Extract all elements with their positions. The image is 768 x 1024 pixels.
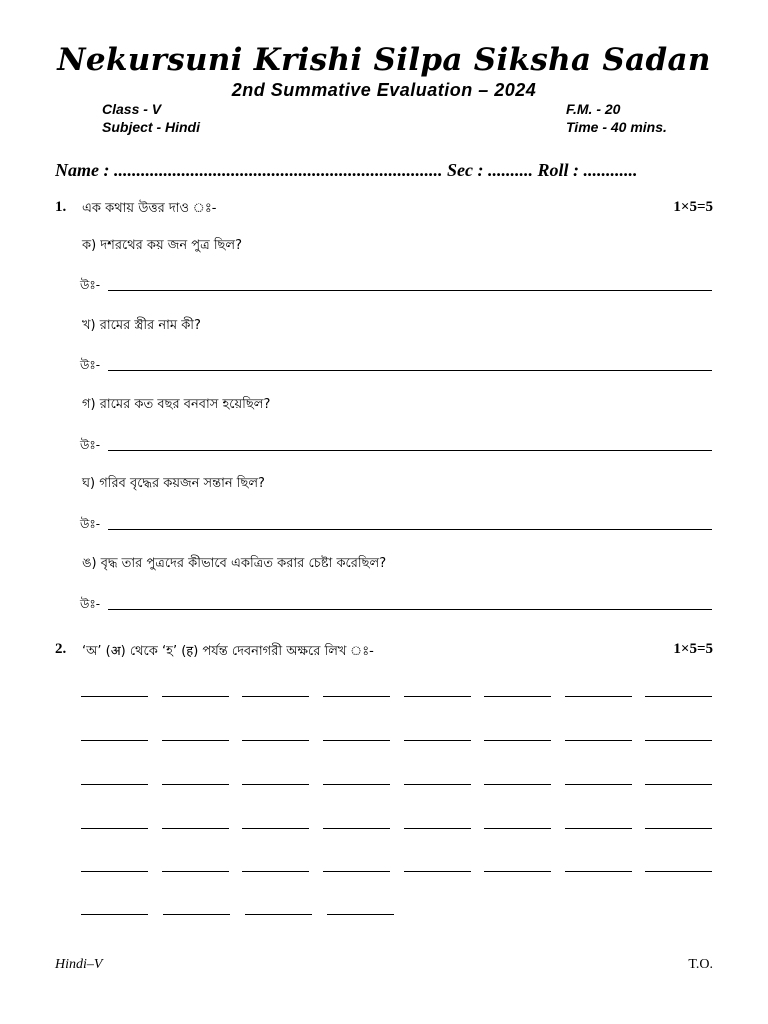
letter-blank[interactable]: [162, 828, 229, 829]
letter-blank[interactable]: [404, 696, 471, 697]
school-name: Nekursuni Krishi Silpa Siksha Sadan: [57, 42, 711, 78]
letter-blank[interactable]: [565, 740, 632, 741]
letter-blank[interactable]: [81, 740, 148, 741]
letter-blank[interactable]: [81, 696, 148, 697]
letter-blank[interactable]: [645, 740, 712, 741]
question-2-marks: 1×5=5: [673, 641, 713, 657]
letter-blank[interactable]: [404, 740, 471, 741]
letter-blank[interactable]: [645, 871, 712, 872]
letter-blank[interactable]: [645, 696, 712, 697]
question-1-marks: 1×5=5: [673, 199, 713, 215]
answer-line-1a[interactable]: [108, 290, 712, 291]
letter-blank[interactable]: [484, 871, 551, 872]
footer-turn-over: T.O.: [688, 957, 713, 972]
letter-blank[interactable]: [323, 784, 390, 785]
letter-blank[interactable]: [81, 828, 148, 829]
letter-blank[interactable]: [404, 871, 471, 872]
letter-blank[interactable]: [323, 740, 390, 741]
question-2-instruction: ‘অ’ (अ) থেকে ‘হ’ (ह) পর্যন্ত দেবনাগরী অক্ষরে লিখ ঃ-: [82, 644, 374, 659]
letter-blank[interactable]: [645, 784, 712, 785]
question-1b: খ) রামের স্ত্রীর নাম কী?: [82, 318, 201, 333]
letter-blank[interactable]: [162, 871, 229, 872]
class-label: Class - V: [102, 101, 162, 117]
question-1e: ঙ) বৃদ্ধ তার পুত্রদের কীভাবে একত্রিত করার চেষ্টা করেছিল?: [82, 556, 387, 571]
answer-line-1b[interactable]: [108, 370, 712, 371]
letter-blank[interactable]: [81, 871, 148, 872]
letter-blank[interactable]: [484, 784, 551, 785]
letter-blank[interactable]: [242, 784, 309, 785]
letter-blank[interactable]: [81, 784, 148, 785]
student-info-line: Name : ......................................................................... Sec : .......... Roll : ............: [55, 160, 638, 180]
letter-blank[interactable]: [242, 871, 309, 872]
letter-blank[interactable]: [323, 696, 390, 697]
answer-line-1c[interactable]: [108, 450, 712, 451]
letter-blank[interactable]: [404, 784, 471, 785]
answer-line-1e[interactable]: [108, 609, 712, 610]
footer-subject-code: Hindi–V: [55, 957, 103, 972]
question-2-number: 2.: [55, 641, 67, 657]
letter-blank[interactable]: [565, 871, 632, 872]
answer-label-1a: উঃ-: [80, 278, 101, 292]
exam-title: 2nd Summative Evaluation – 2024: [231, 80, 537, 100]
answer-label-1b: উঃ-: [80, 358, 101, 372]
letter-blank[interactable]: [645, 828, 712, 829]
letter-blank[interactable]: [242, 740, 309, 741]
answer-line-1d[interactable]: [108, 529, 712, 530]
letter-blank[interactable]: [162, 784, 229, 785]
answer-label-1e: উঃ-: [80, 597, 101, 611]
letter-blank[interactable]: [81, 914, 148, 915]
question-1-instruction: এক কথায় উত্তর দাও ঃ-: [82, 201, 217, 216]
question-1c: গ) রামের কত বছর বনবাস হয়েছিল?: [82, 397, 271, 412]
subject-label: Subject - Hindi: [102, 119, 200, 135]
question-1d: ঘ) গরিব বৃদ্ধের কয়জন সন্তান ছিল?: [82, 476, 265, 491]
letter-blank[interactable]: [565, 784, 632, 785]
letter-blank[interactable]: [323, 828, 390, 829]
letter-blank[interactable]: [163, 914, 230, 915]
letter-blank[interactable]: [245, 914, 312, 915]
letter-blank[interactable]: [565, 828, 632, 829]
letter-blank[interactable]: [242, 828, 309, 829]
letter-blank[interactable]: [327, 914, 394, 915]
letter-blank[interactable]: [323, 871, 390, 872]
letter-blank[interactable]: [565, 696, 632, 697]
letter-blank[interactable]: [404, 828, 471, 829]
answer-label-1c: উঃ-: [80, 438, 101, 452]
question-1-number: 1.: [55, 199, 67, 215]
question-1a: ক) দশরথের কয় জন পুত্র ছিল?: [82, 238, 242, 253]
letter-blank[interactable]: [484, 740, 551, 741]
letter-blank[interactable]: [484, 696, 551, 697]
letter-blank[interactable]: [242, 696, 309, 697]
answer-label-1d: উঃ-: [80, 517, 101, 531]
letter-blank[interactable]: [484, 828, 551, 829]
full-marks-label: F.M. - 20: [566, 101, 621, 117]
letter-blank[interactable]: [162, 696, 229, 697]
letter-blank[interactable]: [162, 740, 229, 741]
time-label: Time - 40 mins.: [566, 119, 667, 135]
